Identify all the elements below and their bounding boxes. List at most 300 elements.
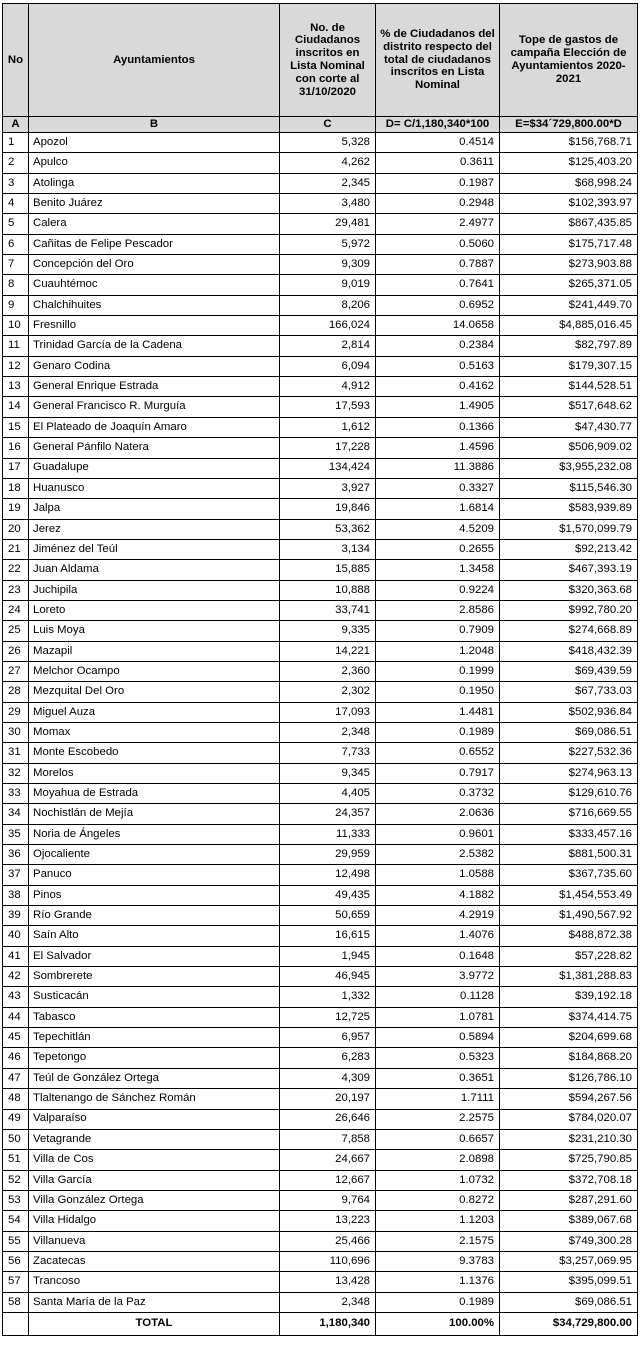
spending-cap-value: $227,532.36 xyxy=(500,743,638,763)
row-number: 31 xyxy=(3,743,29,763)
spending-cap-value: $749,300.28 xyxy=(500,1231,638,1251)
row-number: 8 xyxy=(3,275,29,295)
table-row xyxy=(3,987,638,1007)
table-row xyxy=(3,295,638,315)
spending-cap-value: $992,780.20 xyxy=(500,600,638,620)
percentage-value: 0.1999 xyxy=(376,661,500,681)
spending-cap-value: $395,099.51 xyxy=(500,1272,638,1292)
row-number: 34 xyxy=(3,804,29,824)
row-number: 25 xyxy=(3,621,29,641)
percentage-value: 0.3611 xyxy=(376,153,500,173)
column-letters-row xyxy=(3,117,638,133)
spending-cap-value: $583,939.89 xyxy=(500,499,638,519)
spending-cap-value: $274,963.13 xyxy=(500,763,638,783)
ciudadanos-value: 11,333 xyxy=(280,824,376,844)
ciudadanos-value: 14,221 xyxy=(280,641,376,661)
ciudadanos-value: 2,302 xyxy=(280,682,376,702)
spending-cap-value: $69,086.51 xyxy=(500,1292,638,1312)
ciudadanos-value: 2,360 xyxy=(280,661,376,681)
ayuntamiento-name: Chalchihuites xyxy=(29,295,280,315)
ayuntamiento-name: Tepetongo xyxy=(29,1048,280,1068)
table-row xyxy=(3,682,638,702)
ayuntamiento-name: Tabasco xyxy=(29,1007,280,1027)
table-row xyxy=(3,234,638,254)
row-number: 7 xyxy=(3,255,29,275)
percentage-value: 1.3458 xyxy=(376,560,500,580)
table-row xyxy=(3,153,638,173)
letter-e: E=$34´729,800.00*D xyxy=(500,117,638,133)
table-row xyxy=(3,722,638,742)
ciudadanos-value: 4,912 xyxy=(280,377,376,397)
ayuntamiento-name: Apozol xyxy=(29,133,280,153)
spending-cap-value: $1,381,288.83 xyxy=(500,967,638,987)
ciudadanos-value: 24,667 xyxy=(280,1150,376,1170)
spending-cap-value: $488,872.38 xyxy=(500,926,638,946)
ciudadanos-value: 29,481 xyxy=(280,214,376,234)
total-tope: $34,729,800.00 xyxy=(500,1312,638,1335)
ayuntamiento-name: Villanueva xyxy=(29,1231,280,1251)
ciudadanos-value: 24,357 xyxy=(280,804,376,824)
ayuntamiento-name: Miguel Auza xyxy=(29,702,280,722)
table-row xyxy=(3,702,638,722)
spending-cap-value: $39,192.18 xyxy=(500,987,638,1007)
table-row xyxy=(3,1129,638,1149)
ciudadanos-value: 10,888 xyxy=(280,580,376,600)
table-row xyxy=(3,967,638,987)
table-row xyxy=(3,133,638,153)
table-row xyxy=(3,1089,638,1109)
row-number: 32 xyxy=(3,763,29,783)
percentage-value: 1.0588 xyxy=(376,865,500,885)
spending-cap-value: $467,393.19 xyxy=(500,560,638,580)
spending-cap-value: $125,403.20 xyxy=(500,153,638,173)
spending-cap-value: $1,570,099.79 xyxy=(500,519,638,539)
row-number: 44 xyxy=(3,1007,29,1027)
header-porcentaje: % de Ciudadanos del distrito respecto del total de ciudadanos inscritos en Lista Nominal xyxy=(376,4,500,117)
letter-c: C xyxy=(280,117,376,133)
ayuntamiento-name: Villa García xyxy=(29,1170,280,1190)
ayuntamiento-name: Trinidad García de la Cadena xyxy=(29,336,280,356)
table-row xyxy=(3,824,638,844)
percentage-value: 0.4514 xyxy=(376,133,500,153)
row-number: 10 xyxy=(3,316,29,336)
spending-cap-value: $881,500.31 xyxy=(500,845,638,865)
ayuntamiento-name: Villa González Ortega xyxy=(29,1190,280,1210)
percentage-value: 0.2655 xyxy=(376,539,500,559)
percentage-value: 4.5209 xyxy=(376,519,500,539)
table-row xyxy=(3,661,638,681)
percentage-value: 0.1987 xyxy=(376,173,500,193)
percentage-value: 0.9224 xyxy=(376,580,500,600)
ayuntamiento-name: Atolinga xyxy=(29,173,280,193)
ayuntamiento-name: Concepción del Oro xyxy=(29,255,280,275)
percentage-value: 0.1128 xyxy=(376,987,500,1007)
total-label: TOTAL xyxy=(29,1312,280,1335)
percentage-value: 0.7917 xyxy=(376,763,500,783)
row-number: 15 xyxy=(3,417,29,437)
row-number: 39 xyxy=(3,906,29,926)
ayuntamiento-name: General Enrique Estrada xyxy=(29,377,280,397)
spending-cap-value: $47,430.77 xyxy=(500,417,638,437)
table-row xyxy=(3,600,638,620)
table-row xyxy=(3,519,638,539)
table-row xyxy=(3,397,638,417)
row-number: 49 xyxy=(3,1109,29,1129)
row-number: 20 xyxy=(3,519,29,539)
spending-cap-value: $517,648.62 xyxy=(500,397,638,417)
table-row xyxy=(3,194,638,214)
ayuntamiento-name: Benito Juárez xyxy=(29,194,280,214)
spending-cap-value: $144,528.51 xyxy=(500,377,638,397)
ayuntamiento-name: Jerez xyxy=(29,519,280,539)
table-row xyxy=(3,1211,638,1231)
row-number: 54 xyxy=(3,1211,29,1231)
ciudadanos-value: 33,741 xyxy=(280,600,376,620)
total-row xyxy=(3,1312,638,1335)
ayuntamiento-name: Fresnillo xyxy=(29,316,280,336)
table-row xyxy=(3,865,638,885)
document xyxy=(2,3,638,1336)
percentage-value: 0.5323 xyxy=(376,1048,500,1068)
ayuntamiento-name: Juan Aldama xyxy=(29,560,280,580)
table-row xyxy=(3,763,638,783)
ciudadanos-value: 16,615 xyxy=(280,926,376,946)
row-number: 55 xyxy=(3,1231,29,1251)
ayuntamiento-name: Genaro Codina xyxy=(29,356,280,376)
percentage-value: 0.7909 xyxy=(376,621,500,641)
row-number: 28 xyxy=(3,682,29,702)
ayuntamiento-name: Jalpa xyxy=(29,499,280,519)
table-row xyxy=(3,1292,638,1312)
ciudadanos-value: 110,696 xyxy=(280,1251,376,1271)
ciudadanos-value: 6,283 xyxy=(280,1048,376,1068)
percentage-value: 0.6552 xyxy=(376,743,500,763)
ciudadanos-value: 46,945 xyxy=(280,967,376,987)
table-row xyxy=(3,1028,638,1048)
row-number: 3 xyxy=(3,173,29,193)
row-number: 22 xyxy=(3,560,29,580)
row-number: 36 xyxy=(3,845,29,865)
table-row xyxy=(3,926,638,946)
ciudadanos-value: 26,646 xyxy=(280,1109,376,1129)
percentage-value: 0.2384 xyxy=(376,336,500,356)
percentage-value: 1.1376 xyxy=(376,1272,500,1292)
row-number: 5 xyxy=(3,214,29,234)
spending-cap-value: $126,786.10 xyxy=(500,1068,638,1088)
percentage-value: 0.5060 xyxy=(376,234,500,254)
ayuntamiento-name: Trancoso xyxy=(29,1272,280,1292)
ayuntamiento-name: Mezquital Del Oro xyxy=(29,682,280,702)
ayuntamiento-name: Río Grande xyxy=(29,906,280,926)
spending-cap-value: $69,439.59 xyxy=(500,661,638,681)
table-row xyxy=(3,499,638,519)
ciudadanos-value: 4,262 xyxy=(280,153,376,173)
spending-cap-value: $115,546.30 xyxy=(500,478,638,498)
percentage-value: 3.9772 xyxy=(376,967,500,987)
table-row xyxy=(3,1150,638,1170)
ciudadanos-value: 25,466 xyxy=(280,1231,376,1251)
row-number: 30 xyxy=(3,722,29,742)
percentage-value: 2.4977 xyxy=(376,214,500,234)
percentage-value: 0.3327 xyxy=(376,478,500,498)
header-tope: Tope de gastos de campaña Elección de Ayuntamientos 2020-2021 xyxy=(500,4,638,117)
ayuntamiento-name: Mazapil xyxy=(29,641,280,661)
ayuntamiento-name: Tlaltenango de Sánchez Román xyxy=(29,1089,280,1109)
ciudadanos-value: 7,733 xyxy=(280,743,376,763)
percentage-value: 4.2919 xyxy=(376,906,500,926)
ciudadanos-value: 9,019 xyxy=(280,275,376,295)
row-number: 52 xyxy=(3,1170,29,1190)
spending-cap-value: $67,733.03 xyxy=(500,682,638,702)
spending-cap-value: $57,228.82 xyxy=(500,946,638,966)
ayuntamiento-name: Villa Hidalgo xyxy=(29,1211,280,1231)
percentage-value: 2.0636 xyxy=(376,804,500,824)
header-row xyxy=(3,4,638,117)
ayuntamiento-name: Villa de Cos xyxy=(29,1150,280,1170)
table-row xyxy=(3,641,638,661)
row-number: 19 xyxy=(3,499,29,519)
row-number: 17 xyxy=(3,458,29,478)
ayuntamiento-name: Jiménez del Teúl xyxy=(29,539,280,559)
ciudadanos-value: 9,309 xyxy=(280,255,376,275)
spending-cap-value: $1,490,567.92 xyxy=(500,906,638,926)
spending-cap-value: $4,885,016.45 xyxy=(500,316,638,336)
table-row xyxy=(3,1109,638,1129)
spending-cap-value: $241,449.70 xyxy=(500,295,638,315)
percentage-value: 1.0781 xyxy=(376,1007,500,1027)
ciudadanos-value: 3,927 xyxy=(280,478,376,498)
percentage-value: 0.7887 xyxy=(376,255,500,275)
spending-cap-value: $3,955,232.08 xyxy=(500,458,638,478)
table-row xyxy=(3,458,638,478)
table-row xyxy=(3,906,638,926)
campaign-spending-table xyxy=(2,3,638,1336)
spending-cap-value: $716,669.55 xyxy=(500,804,638,824)
ciudadanos-value: 19,846 xyxy=(280,499,376,519)
ciudadanos-value: 17,593 xyxy=(280,397,376,417)
ciudadanos-value: 1,612 xyxy=(280,417,376,437)
header-ayuntamientos: Ayuntamientos xyxy=(29,4,280,117)
percentage-value: 0.1648 xyxy=(376,946,500,966)
header-ciudadanos: No. de Ciudadanos inscritos en Lista Nominal con corte al 31/10/2020 xyxy=(280,4,376,117)
spending-cap-value: $287,291.60 xyxy=(500,1190,638,1210)
spending-cap-value: $102,393.97 xyxy=(500,194,638,214)
table-row xyxy=(3,214,638,234)
percentage-value: 4.1882 xyxy=(376,885,500,905)
ciudadanos-value: 20,197 xyxy=(280,1089,376,1109)
percentage-value: 0.1989 xyxy=(376,1292,500,1312)
ciudadanos-value: 2,348 xyxy=(280,1292,376,1312)
total-pct: 100.00% xyxy=(376,1312,500,1335)
ciudadanos-value: 1,945 xyxy=(280,946,376,966)
table-row xyxy=(3,804,638,824)
ayuntamiento-name: Sombrerete xyxy=(29,967,280,987)
table-row xyxy=(3,356,638,376)
table-row xyxy=(3,377,638,397)
percentage-value: 1.2048 xyxy=(376,641,500,661)
percentage-value: 2.8586 xyxy=(376,600,500,620)
spending-cap-value: $725,790.85 xyxy=(500,1150,638,1170)
table-row xyxy=(3,1251,638,1271)
spending-cap-value: $68,998.24 xyxy=(500,173,638,193)
letter-b: B xyxy=(29,117,280,133)
row-number: 2 xyxy=(3,153,29,173)
ayuntamiento-name: Zacatecas xyxy=(29,1251,280,1271)
row-number: 40 xyxy=(3,926,29,946)
row-number: 57 xyxy=(3,1272,29,1292)
spending-cap-value: $1,454,553.49 xyxy=(500,885,638,905)
ciudadanos-value: 17,228 xyxy=(280,438,376,458)
ciudadanos-value: 13,428 xyxy=(280,1272,376,1292)
ayuntamiento-name: Momax xyxy=(29,722,280,742)
row-number: 45 xyxy=(3,1028,29,1048)
spending-cap-value: $3,257,069.95 xyxy=(500,1251,638,1271)
spending-cap-value: $372,708.18 xyxy=(500,1170,638,1190)
table-body xyxy=(3,133,638,1313)
ciudadanos-value: 2,345 xyxy=(280,173,376,193)
header-no: No xyxy=(3,4,29,117)
ciudadanos-value: 12,725 xyxy=(280,1007,376,1027)
ciudadanos-value: 166,024 xyxy=(280,316,376,336)
ciudadanos-value: 9,345 xyxy=(280,763,376,783)
spending-cap-value: $265,371.05 xyxy=(500,275,638,295)
ciudadanos-value: 1,332 xyxy=(280,987,376,1007)
percentage-value: 1.4481 xyxy=(376,702,500,722)
ciudadanos-value: 2,348 xyxy=(280,722,376,742)
percentage-value: 1.6814 xyxy=(376,499,500,519)
percentage-value: 0.6952 xyxy=(376,295,500,315)
ciudadanos-value: 3,480 xyxy=(280,194,376,214)
spending-cap-value: $502,936.84 xyxy=(500,702,638,722)
ayuntamiento-name: Saín Alto xyxy=(29,926,280,946)
spending-cap-value: $784,020.07 xyxy=(500,1109,638,1129)
ayuntamiento-name: El Plateado de Joaquín Amaro xyxy=(29,417,280,437)
row-number: 18 xyxy=(3,478,29,498)
spending-cap-value: $506,909.02 xyxy=(500,438,638,458)
ayuntamiento-name: Valparaíso xyxy=(29,1109,280,1129)
table-row xyxy=(3,438,638,458)
percentage-value: 0.1366 xyxy=(376,417,500,437)
percentage-value: 0.5894 xyxy=(376,1028,500,1048)
spending-cap-value: $273,903.88 xyxy=(500,255,638,275)
letter-d: D= C/1,180,340*100 xyxy=(376,117,500,133)
spending-cap-value: $367,735.60 xyxy=(500,865,638,885)
ayuntamiento-name: Tepechitlán xyxy=(29,1028,280,1048)
ayuntamiento-name: Nochistlán de Mejía xyxy=(29,804,280,824)
percentage-value: 1.0732 xyxy=(376,1170,500,1190)
spending-cap-value: $274,668.89 xyxy=(500,621,638,641)
table-row xyxy=(3,1068,638,1088)
ciudadanos-value: 2,814 xyxy=(280,336,376,356)
ciudadanos-value: 4,405 xyxy=(280,784,376,804)
ciudadanos-value: 134,424 xyxy=(280,458,376,478)
row-number: 43 xyxy=(3,987,29,1007)
percentage-value: 0.3651 xyxy=(376,1068,500,1088)
ciudadanos-value: 3,134 xyxy=(280,539,376,559)
table-row xyxy=(3,1231,638,1251)
ayuntamiento-name: Pinos xyxy=(29,885,280,905)
ayuntamiento-name: Loreto xyxy=(29,600,280,620)
row-number: 13 xyxy=(3,377,29,397)
percentage-value: 1.1203 xyxy=(376,1211,500,1231)
spending-cap-value: $418,432.39 xyxy=(500,641,638,661)
row-number: 21 xyxy=(3,539,29,559)
ciudadanos-value: 4,309 xyxy=(280,1068,376,1088)
ciudadanos-value: 8,206 xyxy=(280,295,376,315)
ayuntamiento-name: Luis Moya xyxy=(29,621,280,641)
row-number: 37 xyxy=(3,865,29,885)
ciudadanos-value: 17,093 xyxy=(280,702,376,722)
percentage-value: 0.6657 xyxy=(376,1129,500,1149)
row-number: 33 xyxy=(3,784,29,804)
spending-cap-value: $204,699.68 xyxy=(500,1028,638,1048)
ciudadanos-value: 29,959 xyxy=(280,845,376,865)
table-row xyxy=(3,743,638,763)
ayuntamiento-name: Huanusco xyxy=(29,478,280,498)
row-number: 26 xyxy=(3,641,29,661)
spending-cap-value: $129,610.76 xyxy=(500,784,638,804)
row-number: 1 xyxy=(3,133,29,153)
spending-cap-value: $389,067.68 xyxy=(500,1211,638,1231)
percentage-value: 14.0658 xyxy=(376,316,500,336)
percentage-value: 2.5382 xyxy=(376,845,500,865)
row-number: 12 xyxy=(3,356,29,376)
ayuntamiento-name: General Pánfilo Natera xyxy=(29,438,280,458)
percentage-value: 2.0898 xyxy=(376,1150,500,1170)
table-row xyxy=(3,1272,638,1292)
percentage-value: 2.2575 xyxy=(376,1109,500,1129)
percentage-value: 9.3783 xyxy=(376,1251,500,1271)
row-number: 4 xyxy=(3,194,29,214)
ciudadanos-value: 6,094 xyxy=(280,356,376,376)
table-row xyxy=(3,1048,638,1068)
ayuntamiento-name: Teúl de González Ortega xyxy=(29,1068,280,1088)
ayuntamiento-name: Calera xyxy=(29,214,280,234)
table-row xyxy=(3,885,638,905)
row-number: 58 xyxy=(3,1292,29,1312)
row-number: 29 xyxy=(3,702,29,722)
table-row xyxy=(3,478,638,498)
table-row xyxy=(3,580,638,600)
table-row xyxy=(3,1007,638,1027)
percentage-value: 1.4905 xyxy=(376,397,500,417)
spending-cap-value: $156,768.71 xyxy=(500,133,638,153)
row-number: 56 xyxy=(3,1251,29,1271)
percentage-value: 0.1950 xyxy=(376,682,500,702)
row-number: 6 xyxy=(3,234,29,254)
spending-cap-value: $333,457.16 xyxy=(500,824,638,844)
percentage-value: 0.4162 xyxy=(376,377,500,397)
row-number: 41 xyxy=(3,946,29,966)
spending-cap-value: $175,717.48 xyxy=(500,234,638,254)
ciudadanos-value: 53,362 xyxy=(280,519,376,539)
row-number: 24 xyxy=(3,600,29,620)
table-row xyxy=(3,316,638,336)
ayuntamiento-name: Guadalupe xyxy=(29,458,280,478)
ciudadanos-value: 5,972 xyxy=(280,234,376,254)
ayuntamiento-name: Morelos xyxy=(29,763,280,783)
percentage-value: 0.5163 xyxy=(376,356,500,376)
table-row xyxy=(3,336,638,356)
row-number: 42 xyxy=(3,967,29,987)
percentage-value: 11.3886 xyxy=(376,458,500,478)
percentage-value: 0.2948 xyxy=(376,194,500,214)
row-number: 50 xyxy=(3,1129,29,1149)
row-number: 47 xyxy=(3,1068,29,1088)
row-number: 35 xyxy=(3,824,29,844)
ayuntamiento-name: General Francisco R. Murguía xyxy=(29,397,280,417)
ayuntamiento-name: Santa María de la Paz xyxy=(29,1292,280,1312)
